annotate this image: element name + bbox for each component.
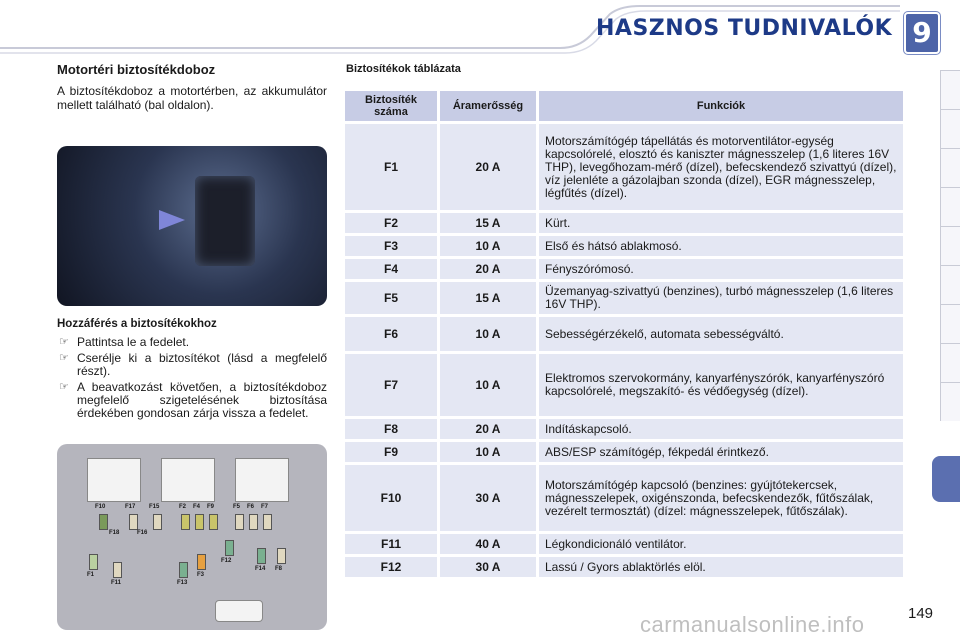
table-row xyxy=(345,534,903,554)
side-tab[interactable] xyxy=(940,109,960,148)
fuse-amperage: 10 A xyxy=(440,236,536,256)
page-header-title: HASZNOS TUDNIVALÓK xyxy=(596,16,893,41)
fuse-number: F1 xyxy=(345,124,437,210)
fuse-amperage: 15 A xyxy=(440,213,536,233)
fuse xyxy=(129,514,138,530)
relay-slot xyxy=(235,458,289,502)
side-tab[interactable] xyxy=(940,382,960,421)
intro-text: A biztosítékdoboz a motortérben, az akkumulátor mellett található (bal oldalon). xyxy=(57,84,327,112)
fuse-label: F14 xyxy=(255,566,266,572)
fuse xyxy=(225,540,234,556)
fuse-amperage: 20 A xyxy=(440,419,536,439)
table-row xyxy=(345,259,903,279)
fuse-function: Kürt. xyxy=(539,213,903,233)
fuse-number: F2 xyxy=(345,213,437,233)
relay-slot xyxy=(161,458,215,502)
table-row xyxy=(345,442,903,462)
list-item xyxy=(57,336,327,349)
fuse-amperage: 10 A xyxy=(440,317,536,351)
table-row xyxy=(345,317,903,351)
fusebox-image xyxy=(195,176,255,266)
column-header-number: Biztosíték száma xyxy=(345,91,437,121)
fuse-label: F17 xyxy=(125,504,136,510)
side-tab-active[interactable] xyxy=(932,456,960,502)
fuse xyxy=(263,514,272,530)
watermark-text: carmanualsonline.info xyxy=(640,612,865,637)
side-tab[interactable] xyxy=(940,343,960,382)
table-row xyxy=(345,465,903,531)
section-title: Motortéri biztosítékdoboz xyxy=(57,62,216,77)
table-row xyxy=(345,354,903,416)
fuse-label: F16 xyxy=(137,530,148,536)
fuse-function: Motorszámítógép kapcsoló (benzines: gyújtótekercsek, mágnesszelepek, oxigénszonda, befecskendezők, fűtőszálak, vezérelt termosztát) (dízel: mágnesszelepek, fűtőszálak). xyxy=(539,465,903,531)
side-chapter-tabs xyxy=(940,70,960,630)
fuse-label: F10 xyxy=(95,504,106,510)
side-tab[interactable] xyxy=(940,148,960,187)
step-text: Cserélje ki a biztosítékot (lásd a megfelelő részt). xyxy=(77,351,327,378)
fuse-amperage: 15 A xyxy=(440,282,536,314)
table-row xyxy=(345,213,903,233)
fuse-function: Indításkapcsoló. xyxy=(539,419,903,439)
fuse-label: F7 xyxy=(261,504,269,510)
fuse xyxy=(179,562,188,578)
column-header-amperage: Áramerősség xyxy=(440,91,536,121)
fuse-label: F8 xyxy=(275,566,283,572)
left-column xyxy=(57,62,327,112)
fuse-amperage: 10 A xyxy=(440,442,536,462)
column-header-functions: Funkciók xyxy=(539,91,903,121)
spare-slot xyxy=(215,600,263,622)
fuse-number: F10 xyxy=(345,465,437,531)
fuse-function: Elektromos szervokormány, kanyarfényszórók, kanyarfényszóró kapcsolórelé, megszakító- és védőegység (dízel). xyxy=(539,354,903,416)
fuse-function: Sebességérzékelő, automata sebességváltó. xyxy=(539,317,903,351)
fuse-label: F11 xyxy=(111,580,122,586)
fuse-label: F2 xyxy=(179,504,187,510)
fuse-amperage: 20 A xyxy=(440,124,536,210)
fusebox-diagram xyxy=(57,444,327,630)
fuse-number: F8 xyxy=(345,419,437,439)
fuse xyxy=(277,548,286,564)
fuse-number: F5 xyxy=(345,282,437,314)
fuse xyxy=(257,548,266,564)
table-row xyxy=(345,419,903,439)
side-tab[interactable] xyxy=(940,187,960,226)
pointing-hand-icon: ☞ xyxy=(59,336,69,348)
table-title: Biztosítékok táblázata xyxy=(346,63,461,75)
fuse-amperage: 10 A xyxy=(440,354,536,416)
table-row xyxy=(345,557,903,577)
fuse-label: F12 xyxy=(221,558,232,564)
fuse-function: ABS/ESP számítógép, fékpedál érintkező. xyxy=(539,442,903,462)
page-number: 149 xyxy=(908,605,934,622)
fuse-number: F11 xyxy=(345,534,437,554)
fuse xyxy=(249,514,258,530)
fuse-number: F9 xyxy=(345,442,437,462)
fuse-function: Fényszórómosó. xyxy=(539,259,903,279)
fuse-function: Motorszámítógép tápellátás és motorventilátor-egység kapcsolórelé, elosztó és kaniszter mágnesszelep (1,6 literes 16V THP), levegőhozam-mérő (dízel), befecskendező szivattyú (dízel), víz jelenléte a gázolajban szonda (dízel), EGR mágnesszelep, légfűtés (dízel). xyxy=(539,124,903,210)
pointer-arrow-icon xyxy=(159,210,185,230)
step-text: Pattintsa le a fedelet. xyxy=(77,335,190,349)
fuse-number: F3 xyxy=(345,236,437,256)
engine-bay-photo xyxy=(57,146,327,306)
fuse-function: Lassú / Gyors ablaktörlés elöl. xyxy=(539,557,903,577)
table-row xyxy=(345,236,903,256)
fuse xyxy=(153,514,162,530)
relay-slot xyxy=(87,458,141,502)
fuse xyxy=(113,562,122,578)
access-section-title: Hozzáférés a biztosítékokhoz xyxy=(57,318,217,330)
fuse-label: F18 xyxy=(109,530,120,536)
fuse-label: F9 xyxy=(207,504,215,510)
fuse-number: F4 xyxy=(345,259,437,279)
side-tab[interactable] xyxy=(940,226,960,265)
fuse-function: Üzemanyag-szivattyú (benzines), turbó mágnesszelep (1,6 literes 16V THP). xyxy=(539,282,903,314)
fuse xyxy=(197,554,206,570)
pointing-hand-icon: ☞ xyxy=(59,352,69,364)
fuse-amperage: 30 A xyxy=(440,557,536,577)
fuse xyxy=(99,514,108,530)
side-tab[interactable] xyxy=(940,265,960,304)
step-text: A beavatkozást követően, a biztosítékdoboz megfelelő szigetelésének biztosítása érdekében gondosan zárja vissza a fedelet. xyxy=(77,380,327,420)
pointing-hand-icon: ☞ xyxy=(59,381,69,393)
fuse-amperage: 40 A xyxy=(440,534,536,554)
fuse-number: F12 xyxy=(345,557,437,577)
table-row xyxy=(345,282,903,314)
fuse-label: F15 xyxy=(149,504,160,510)
fuse-amperage: 30 A xyxy=(440,465,536,531)
fuse-function: Első és hátsó ablakmosó. xyxy=(539,236,903,256)
fuse xyxy=(195,514,204,530)
fuse-label: F1 xyxy=(87,572,95,578)
list-item xyxy=(57,381,327,420)
side-tab[interactable] xyxy=(940,304,960,343)
fuse-label: F3 xyxy=(197,572,205,578)
table-row xyxy=(345,124,903,210)
chapter-number-badge: 9 xyxy=(904,12,940,54)
fuse-label: F6 xyxy=(247,504,255,510)
fuse-table xyxy=(342,88,906,580)
fuse-number: F6 xyxy=(345,317,437,351)
fuse-label: F4 xyxy=(193,504,201,510)
fuse xyxy=(209,514,218,530)
fuse xyxy=(89,554,98,570)
fuse-number: F7 xyxy=(345,354,437,416)
fuse-label: F5 xyxy=(233,504,241,510)
fuse xyxy=(235,514,244,530)
access-steps-list xyxy=(57,336,327,423)
list-item xyxy=(57,352,327,378)
fuse-amperage: 20 A xyxy=(440,259,536,279)
fuse xyxy=(181,514,190,530)
fuse-function: Légkondicionáló ventilátor. xyxy=(539,534,903,554)
side-tab[interactable] xyxy=(940,70,960,109)
fuse-label: F13 xyxy=(177,580,188,586)
